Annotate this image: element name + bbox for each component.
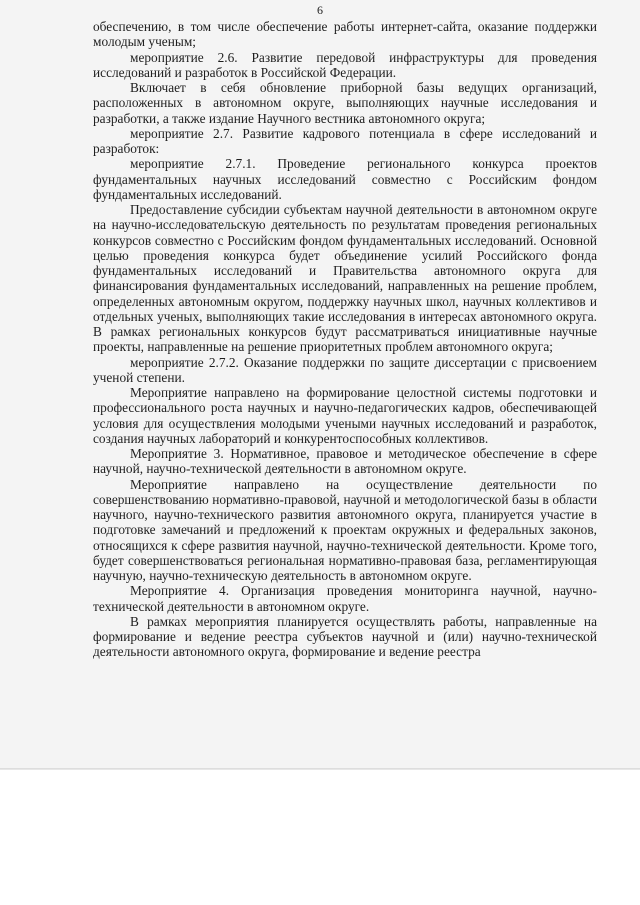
paragraph: В рамках мероприятия планируется осуществлять работы, направленные на формирование и ведение реестра субъектов научной и (или) научно-технической деятельности автономного округа, формирование и ведение реестра xyxy=(93,613,597,660)
paragraph: мероприятие 2.7.1. Проведение регионального конкурса проектов фундаментальных научных исследований совместно с Российским фондом фундаментальных исследований. xyxy=(93,156,597,202)
page-number: 6 xyxy=(317,3,323,17)
paragraph: Мероприятие 4. Организация проведения мониторинга научной, научно-технической деятельности в автономном округе. xyxy=(93,583,597,614)
paragraph: Предоставление субсидии субъектам научной деятельности в автономном округе на научно-исследовательскую деятельность по результатам проведения региональных конкурсов совместно с Российским фондом фундаментальных исследований. Основной целью проведения конкурса будет объединение усилий Российского фонда фундаментальных исследований и Правительства автономного округа для финансирования фундаментальных исследований, направленных на решение проблем, определенных автономным округом, поддержку научных школ, научных коллективов и отдельных ученых, выполняющих такие исследования в интересах автономного округа. В рамках региональных конкурсов будут рассматриваться инициативные научные проекты, направленные на решение приоритетных проблем автономного округа; xyxy=(93,202,597,355)
paragraph: мероприятие 2.7.2. Оказание поддержки по защите диссертации с присвоением ученой степени. xyxy=(93,354,597,385)
paragraph: Включает в себя обновление приборной базы ведущих организаций, расположенных в автономном округе, выполняющих научные исследования и разработки, а также издание Научного вестника автономного округа; xyxy=(93,80,597,126)
paragraph: Мероприятие направлено на осуществление деятельности по совершенствованию нормативно-правовой, научной и методологической базы в области научного, научно-технического развития автономного округа, планируется участие в подготовке замечаний и предложений к проектам окружных и федеральных законов, относящихся к сфере развития научной, научно-технической деятельности. Кроме того, будет совершенствоваться региональная нормативно-правовая база, регламентирующая научную, научно-техническую деятельность в автономном округе. xyxy=(93,476,597,583)
paragraph: мероприятие 2.7. Развитие кадрового потенциала в сфере исследований и разработок: xyxy=(93,125,597,156)
page-edge-shadow xyxy=(0,768,640,770)
paragraph: мероприятие 2.6. Развитие передовой инфраструктуры для проведения исследований и разработок в Российской Федерации. xyxy=(93,49,597,80)
paragraph: Мероприятие направлено на формирование целостной системы подготовки и профессионального роста научных и научно-педагогических кадров, обеспечивающей условия для осуществления молодыми учеными научных исследований и разработок, создания научных лабораторий и конкурентоспособных коллективов. xyxy=(93,385,597,446)
paragraph: обеспечению, в том числе обеспечение работы интернет-сайта, оказание поддержки молодым ученым; xyxy=(93,19,597,50)
document-body xyxy=(93,19,597,660)
paragraph: Мероприятие 3. Нормативное, правовое и методическое обеспечение в сфере научной, научно-технической деятельности в автономном округе. xyxy=(93,446,597,477)
